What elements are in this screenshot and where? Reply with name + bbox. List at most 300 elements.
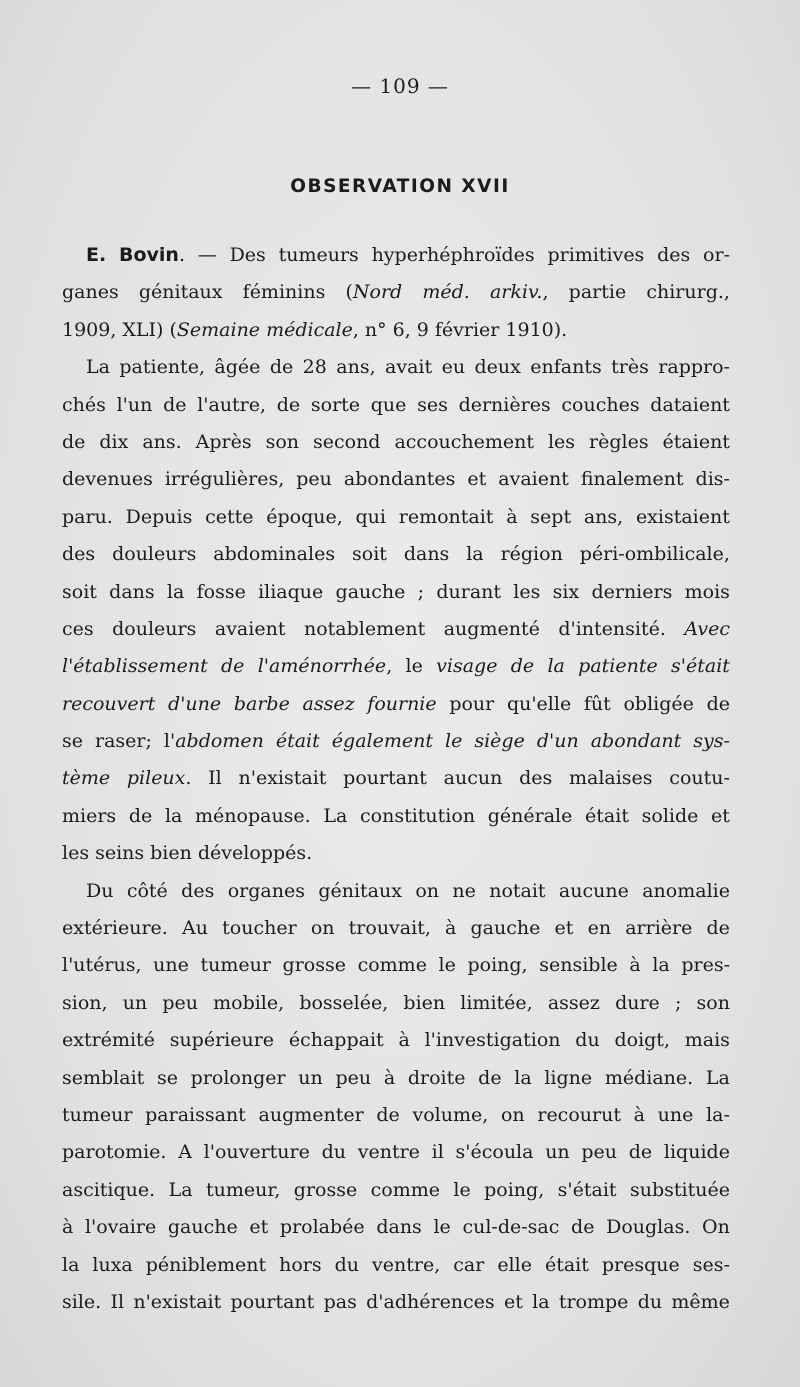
word: d'intensité.: [558, 617, 666, 640]
word: ans.: [142, 430, 182, 453]
word: de: [276, 393, 301, 416]
word: aucune: [558, 879, 629, 902]
word: à: [629, 954, 641, 977]
word: à: [633, 1103, 645, 1126]
word: obligée: [623, 692, 694, 715]
observation-title: OBSERVATION XVII: [290, 176, 510, 197]
word: de: [376, 1103, 400, 1126]
word: le: [453, 1178, 471, 1201]
word: avait: [385, 356, 433, 379]
text-line: [62, 461, 730, 498]
word: ganes: [62, 281, 119, 304]
word: trouvait,: [348, 917, 431, 940]
word: peu: [162, 991, 198, 1014]
word: grosse: [282, 954, 346, 977]
word: n'existait: [238, 767, 327, 790]
word: génitaux: [138, 281, 223, 304]
word: en: [587, 917, 612, 940]
text-line: [62, 1022, 730, 1059]
text-line: [62, 985, 730, 1022]
word: l'ouverture: [203, 1141, 310, 1164]
word: le: [405, 655, 423, 678]
word: assez: [547, 991, 600, 1014]
word: gauche: [335, 580, 406, 603]
word: devenues: [62, 468, 153, 491]
word: mais: [684, 1029, 730, 1052]
word: la-: [706, 1103, 730, 1126]
word: de: [221, 655, 245, 678]
word: dans: [109, 580, 155, 603]
word: patiente,: [119, 356, 205, 379]
word: poing,: [484, 1178, 545, 1201]
word: limitée,: [460, 991, 533, 1014]
word: solide: [641, 804, 699, 827]
word: règles: [589, 430, 649, 453]
word: pourtant: [230, 1290, 315, 1313]
word: des: [519, 767, 553, 790]
word: son: [696, 991, 730, 1014]
word: trompe: [558, 1290, 629, 1313]
word: arkiv.,: [489, 281, 549, 304]
word: également: [331, 730, 433, 753]
word: eu: [441, 356, 466, 379]
word: la: [62, 1253, 80, 1276]
word: de: [478, 1066, 502, 1089]
word: médicale,: [266, 318, 359, 341]
word: de: [571, 1216, 595, 1239]
word: —: [197, 244, 217, 266]
word: des: [657, 244, 691, 266]
word: se: [156, 1066, 178, 1089]
word: accouchement: [394, 430, 534, 453]
word: et: [249, 1216, 269, 1239]
word: (Nord: [345, 281, 403, 304]
word: février: [434, 318, 500, 341]
word: à: [62, 1216, 74, 1239]
word: Du: [86, 879, 114, 902]
word: s'était: [671, 655, 730, 678]
word: comme: [370, 1178, 440, 1201]
word: visage: [436, 655, 498, 678]
word: La: [705, 1066, 730, 1089]
word: la: [532, 1290, 550, 1313]
word: droite: [407, 1066, 466, 1089]
word: de: [128, 804, 153, 827]
word: la: [166, 580, 185, 603]
word: médiane.: [604, 1066, 694, 1089]
word: notait: [489, 879, 546, 902]
word: Avec: [684, 617, 730, 640]
word: comme: [357, 954, 427, 977]
word: et: [711, 804, 730, 827]
text-line: [62, 312, 730, 349]
word: du: [575, 1029, 600, 1052]
word: 6,: [392, 318, 411, 341]
word: finalement: [580, 468, 684, 491]
text-line: [62, 648, 730, 685]
word: développés.: [197, 842, 313, 865]
word: primitives: [547, 244, 645, 266]
word: existaient: [635, 505, 730, 528]
word: une: [657, 1103, 694, 1126]
word: ventre,: [372, 1253, 441, 1276]
word: liquide: [663, 1141, 730, 1164]
word: prolonger: [190, 1066, 286, 1089]
word: Des: [229, 244, 266, 266]
word: qu'elle: [506, 692, 572, 715]
word: et: [554, 917, 574, 940]
word: coutu-: [669, 767, 730, 790]
word: ans,: [583, 505, 624, 528]
text-line: [62, 499, 730, 536]
word: ;: [417, 580, 425, 603]
word: époque,: [266, 505, 343, 528]
word: cul-de-sac: [462, 1216, 560, 1239]
word: patiente: [578, 655, 658, 678]
word: poing,: [467, 954, 528, 977]
word: la: [547, 655, 565, 678]
word: du: [321, 1141, 347, 1164]
word: peu: [581, 1141, 618, 1164]
word: de: [269, 356, 294, 379]
word: le: [445, 730, 463, 753]
word: le: [433, 1216, 451, 1239]
text-line: [62, 1284, 730, 1321]
text-line: [62, 873, 730, 910]
text-line: [62, 947, 730, 984]
word: notablement: [303, 617, 426, 640]
word: sensible: [539, 954, 618, 977]
word: enfants: [530, 356, 602, 379]
word: fosse: [196, 580, 246, 603]
word: l'investigation: [424, 1029, 561, 1052]
word: pour: [449, 692, 495, 715]
text-line: [62, 349, 730, 386]
word: un: [298, 1066, 323, 1089]
text-line: [62, 1172, 730, 1209]
word: douleurs: [112, 543, 197, 566]
word: région: [500, 543, 563, 566]
word: d'adhérences: [366, 1290, 495, 1313]
word: le: [438, 954, 456, 977]
word: supérieure: [169, 1029, 275, 1052]
word: pileux.: [126, 767, 192, 790]
word: dans: [376, 1216, 422, 1239]
word: soit: [352, 543, 387, 566]
word: hyperhéphroïdes: [371, 244, 535, 266]
word: à: [383, 1066, 396, 1089]
word: Il: [110, 1290, 125, 1313]
word: à: [506, 505, 518, 528]
word: extrémité: [62, 1029, 155, 1052]
word: On: [702, 1216, 730, 1239]
word: siège: [474, 730, 525, 753]
word: hors: [279, 1253, 322, 1276]
word: l'abdomen: [163, 730, 264, 753]
word: douleurs: [112, 617, 197, 640]
word: La: [86, 356, 110, 379]
word: prolabée: [279, 1216, 365, 1239]
word: abdominales: [213, 543, 336, 566]
word: gauche: [470, 917, 541, 940]
word: avaient: [498, 468, 569, 491]
text-line: [62, 1134, 730, 1171]
word: ans,: [336, 356, 376, 379]
word: ses: [417, 393, 448, 416]
word: ligne: [544, 1066, 593, 1089]
word: La: [168, 1178, 193, 1201]
word: pres-: [681, 954, 730, 977]
word: était: [275, 730, 320, 753]
word: recouvert: [62, 692, 156, 715]
word: doigt,: [614, 1029, 670, 1052]
word: même: [671, 1290, 730, 1313]
word: sile.: [62, 1290, 102, 1313]
word: Il: [208, 767, 222, 790]
word: bien: [403, 991, 446, 1014]
word: organes: [227, 879, 305, 902]
word: du: [637, 1290, 663, 1313]
word: l'autre,: [197, 393, 267, 416]
word: mobile,: [213, 991, 285, 1014]
text-line: [62, 274, 730, 311]
word: chés: [62, 393, 106, 416]
text-line: [62, 424, 730, 461]
word: 28: [302, 356, 327, 379]
word: soit: [62, 580, 97, 603]
word: sept: [530, 505, 572, 528]
word: des: [62, 543, 96, 566]
word: méd.: [422, 281, 470, 304]
word: on: [310, 917, 335, 940]
word: la: [466, 543, 484, 566]
word: assez: [302, 692, 355, 715]
text-line: [62, 1097, 730, 1134]
word: à: [398, 1029, 410, 1052]
word: de: [163, 393, 187, 416]
word: s'écoula: [455, 1141, 534, 1164]
word: un: [545, 1141, 570, 1164]
word: ;: [674, 991, 682, 1014]
word: étaient: [662, 430, 730, 453]
word: arrière: [625, 917, 693, 940]
word: et: [503, 1290, 523, 1313]
word: ménopause.: [195, 804, 311, 827]
text-line: [62, 835, 730, 872]
word: son: [265, 430, 300, 453]
word: grosse: [293, 1178, 358, 1201]
word: ascitique.: [62, 1178, 156, 1201]
text-line: [62, 574, 730, 611]
word: dure: [615, 991, 660, 1014]
word: derniers: [591, 580, 673, 603]
word: tumeurs: [278, 244, 359, 266]
word: parotomie.: [62, 1141, 167, 1164]
word: n°: [364, 318, 387, 341]
word: E.: [86, 244, 107, 266]
word: irrégulières,: [164, 468, 285, 491]
word: 1910).: [505, 318, 568, 341]
word: dataient: [650, 393, 730, 416]
word: était: [585, 804, 629, 827]
word: raser;: [95, 730, 152, 753]
text-line: [62, 1060, 730, 1097]
word: pourtant: [343, 767, 427, 790]
text-line: [62, 1209, 730, 1246]
word: tumeur: [200, 954, 271, 977]
word: La: [323, 804, 348, 827]
word: échappait: [288, 1029, 384, 1052]
word: toucher: [222, 917, 297, 940]
word: qui: [355, 505, 386, 528]
word: la: [652, 954, 670, 977]
word: 9: [416, 318, 429, 341]
word: l'aménorrhée,: [257, 655, 393, 678]
word: de: [706, 692, 730, 715]
word: s'était: [557, 1178, 617, 1201]
word: bosselée,: [299, 991, 389, 1014]
word: et: [467, 468, 487, 491]
word: six: [552, 580, 580, 603]
word: du: [334, 1253, 360, 1276]
word: bien: [150, 842, 192, 865]
word: les: [513, 580, 541, 603]
word: que: [370, 393, 407, 416]
word: de: [706, 917, 730, 940]
word: deux: [474, 356, 521, 379]
word: de: [62, 430, 86, 453]
word: paraissant: [145, 1103, 246, 1126]
word: de: [510, 655, 535, 678]
word: très: [611, 356, 649, 379]
word: les: [62, 842, 90, 865]
word: dans: [403, 543, 450, 566]
word: augmenter: [258, 1103, 364, 1126]
word: Au: [182, 917, 208, 940]
text-line: [62, 237, 730, 274]
text-line: [62, 536, 730, 573]
word: l'utérus,: [62, 954, 142, 977]
word: il: [431, 1141, 444, 1164]
word: semblait: [62, 1066, 145, 1089]
word: XLI): [122, 318, 164, 341]
word: l'un: [116, 393, 153, 416]
word: barbe: [233, 692, 290, 715]
word: des: [181, 879, 215, 902]
word: la: [514, 1066, 532, 1089]
word: côté: [126, 879, 168, 902]
word: l'établissement: [62, 655, 208, 678]
word: avaient: [214, 617, 286, 640]
text-line: [62, 686, 730, 723]
word: féminins: [242, 281, 326, 304]
word: on: [500, 1103, 525, 1126]
word: l'ovaire: [84, 1216, 157, 1239]
word: dis-: [695, 468, 730, 491]
word: Bovin.: [118, 244, 185, 266]
word: tumeur: [62, 1103, 133, 1126]
word: recourut: [537, 1103, 621, 1126]
word: malaises: [568, 767, 653, 790]
word: cette: [205, 505, 254, 528]
word: rappro-: [658, 356, 730, 379]
word: augmenté: [443, 617, 540, 640]
word: peu: [296, 468, 332, 491]
word: anomalie: [642, 879, 730, 902]
word: substituée: [629, 1178, 730, 1201]
word: génitaux: [318, 879, 402, 902]
word: car: [453, 1253, 485, 1276]
word: péri-ombilicale,: [579, 543, 730, 566]
word: partie: [568, 281, 627, 304]
word: Depuis: [125, 505, 193, 528]
word: A: [178, 1141, 192, 1164]
word: remontait: [398, 505, 494, 528]
word: luxa: [92, 1253, 133, 1276]
word: ces: [62, 617, 94, 640]
word: aucun: [443, 767, 503, 790]
word: on: [415, 879, 439, 902]
word: d'un: [536, 730, 579, 753]
word: constitution: [360, 804, 476, 827]
text-line: [62, 387, 730, 424]
word: presque: [601, 1253, 680, 1276]
word: iliaque: [258, 580, 324, 603]
word: ses-: [692, 1253, 730, 1276]
word: se: [62, 730, 83, 753]
text-line: [62, 1247, 730, 1284]
word: (Semaine: [169, 318, 261, 341]
word: Douglas.: [606, 1216, 691, 1239]
word: n'existait: [133, 1290, 222, 1313]
word: tème: [62, 767, 111, 790]
word: seins: [95, 842, 145, 865]
word: les: [547, 430, 576, 453]
word: d'une: [168, 692, 222, 715]
text-line: [62, 760, 730, 797]
word: volume,: [412, 1103, 489, 1126]
word: couches: [561, 393, 640, 416]
word: 1909,: [62, 318, 117, 341]
text-line: [62, 611, 730, 648]
word: fournie: [367, 692, 437, 715]
word: fût: [583, 692, 611, 715]
word: une: [153, 954, 189, 977]
word: un: [122, 991, 148, 1014]
word: la: [164, 804, 183, 827]
text-line: [62, 723, 730, 760]
word: tumeur,: [205, 1178, 281, 1201]
word: pas: [323, 1290, 357, 1313]
word: gauche: [167, 1216, 238, 1239]
word: second: [313, 430, 381, 453]
word: or-: [703, 244, 730, 266]
word: miers: [62, 804, 117, 827]
text-line: [62, 910, 730, 947]
word: chirurg.,: [646, 281, 730, 304]
page-number: — 109 —: [351, 74, 449, 98]
word: abondant: [590, 730, 682, 753]
word: sys-: [693, 730, 730, 753]
word: paru.: [62, 505, 113, 528]
word: à: [445, 917, 457, 940]
text-line: [62, 798, 730, 835]
word: elle: [497, 1253, 532, 1276]
word: extérieure.: [62, 917, 168, 940]
word: était: [544, 1253, 589, 1276]
word: Après: [195, 430, 252, 453]
word: mois: [684, 580, 730, 603]
